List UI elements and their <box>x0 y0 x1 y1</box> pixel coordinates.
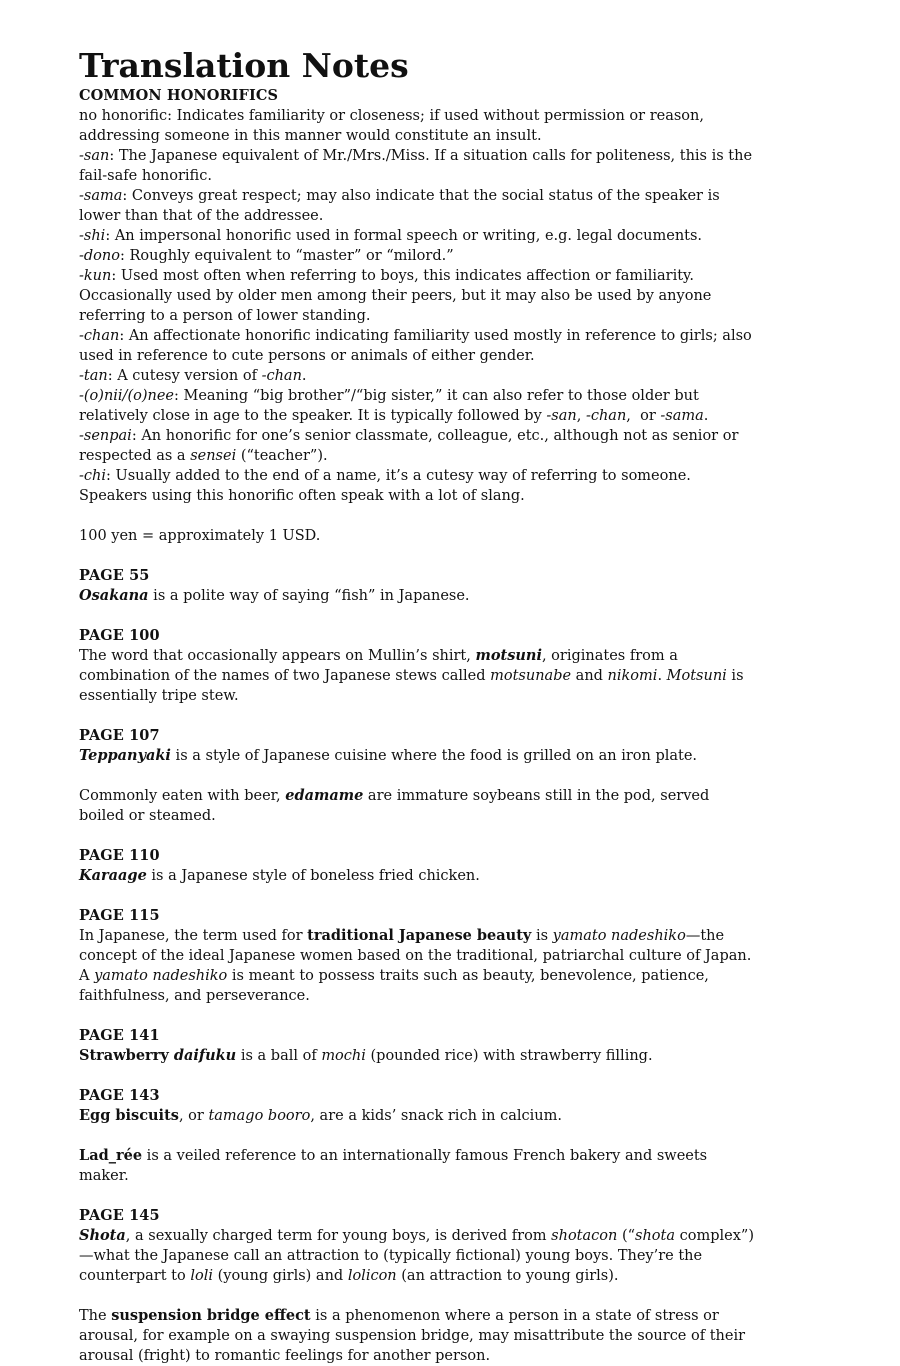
page-141-note: Strawberry daifuku is a ball of mochi (pounded rice) with strawberry filling. <box>79 1047 653 1064</box>
spacer <box>79 886 758 906</box>
honorific-san: -san: The Japanese equivalent of Mr./Mrs./Miss. If a situation calls for politeness, this is the fail-safe honorific. <box>79 148 753 184</box>
honorific-tan: -tan: A cutesy version of -chan. <box>79 368 307 384</box>
page-145-note-suspension-bridge: The suspension bridge effect is a phenomenon where a person in a state of stress or arousal, for example on a swaying suspension bridge, may misattribute the source of their arousal (fright) to romantic feelings for another person. <box>79 1307 746 1364</box>
page-145-note-shota: Shota, a sexually charged term for young boys, is derived from shotacon (“shota complex”)—what the Japanese call an attraction to (typically fictional) young boys. They’re the counterpart to loli (young girls) and lolicon (an attraction to young girls). <box>79 1227 754 1284</box>
spacer <box>79 766 758 786</box>
page-145-heading: PAGE 145 <box>79 1207 160 1224</box>
spacer <box>79 506 758 526</box>
page-115-note: In Japanese, the term used for traditional Japanese beauty is yamato nadeshiko—the concept of the ideal Japanese women based on the traditional, patriarchal culture of Japan. A yamato nadeshiko is meant to possess traits such as beauty, benevolence, patience, faithfulness, and perseverance. <box>79 927 752 1004</box>
honorific-sama: -sama: Conveys great respect; may also indicate that the social status of the speaker is lower than that of the addressee. <box>79 188 720 224</box>
honorifics-heading: COMMON HONORIFICS <box>79 87 279 104</box>
page-110-note: Karaage is a Japanese style of boneless fried chicken. <box>79 867 480 884</box>
honorific-dono: -dono: Roughly equivalent to “master” or “milord.” <box>79 248 454 264</box>
honorific-none: no honorific: Indicates familiarity or closeness; if used without permission or reason, addressing someone in this manner would constitute an insult. <box>79 108 704 144</box>
spacer <box>79 1006 758 1026</box>
honorific-chan: -chan: An affectionate honorific indicating familiarity used mostly in reference to girls; also used in reference to cute persons or animals of either gender. <box>79 328 752 364</box>
spacer <box>79 1186 758 1206</box>
spacer <box>79 1066 758 1086</box>
honorific-senpai: -senpai: An honorific for one’s senior classmate, colleague, etc., although not as senior or respected as a sensei (“teacher”). <box>79 428 739 464</box>
page-100-note: The word that occasionally appears on Mullin’s shirt, motsuni, originates from a combination of the names of two Japanese stews called motsunabe and nikomi. Motsuni is essentially tripe stew. <box>79 647 744 704</box>
page-title: Translation Notes <box>79 46 409 85</box>
page-55-note: Osakana is a polite way of saying “fish” in Japanese. <box>79 587 470 604</box>
honorific-kun: -kun: Used most often when referring to boys, this indicates affection or familiarity. Occasionally used by older men among their peers, but it may also be used by anyone referring to a person of lower standing. <box>79 268 712 324</box>
yen-note: 100 yen = approximately 1 USD. <box>79 528 321 544</box>
honorific-shi: -shi: An impersonal honorific used in formal speech or writing, e.g. legal documents. <box>79 228 703 244</box>
spacer <box>79 706 758 726</box>
page-143-note-ladree: Lad_rée is a veiled reference to an internationally famous French bakery and sweets maker. <box>79 1147 708 1184</box>
page-107-heading: PAGE 107 <box>79 727 160 744</box>
page-107-note-teppanyaki: Teppanyaki is a style of Japanese cuisine where the food is grilled on an iron plate. <box>79 747 698 764</box>
page-115-heading: PAGE 115 <box>79 907 160 924</box>
spacer <box>79 1126 758 1146</box>
page-141-heading: PAGE 141 <box>79 1027 160 1044</box>
page-55-heading: PAGE 55 <box>79 567 150 584</box>
page-107-note-edamame: Commonly eaten with beer, edamame are immature soybeans still in the pod, served boiled or steamed. <box>79 787 710 824</box>
page-100-heading: PAGE 100 <box>79 627 160 644</box>
spacer <box>79 606 758 626</box>
spacer <box>79 826 758 846</box>
honorific-onii-onee: -(o)nii/(o)nee: Meaning “big brother”/“big sister,” it can also refer to those older but relatively close in age to the speaker. It is typically followed by -san, -chan, or -sama. <box>79 388 709 424</box>
page-110-heading: PAGE 110 <box>79 847 160 864</box>
spacer <box>79 1286 758 1306</box>
page-143-note-egg-biscuits: Egg biscuits, or tamago booro, are a kids’ snack rich in calcium. <box>79 1107 562 1124</box>
page-143-heading: PAGE 143 <box>79 1087 160 1104</box>
honorific-chi: -chi: Usually added to the end of a name, it’s a cutesy way of referring to someone. Speakers using this honorific often speak with a lot of slang. <box>79 468 691 504</box>
spacer <box>79 546 758 566</box>
